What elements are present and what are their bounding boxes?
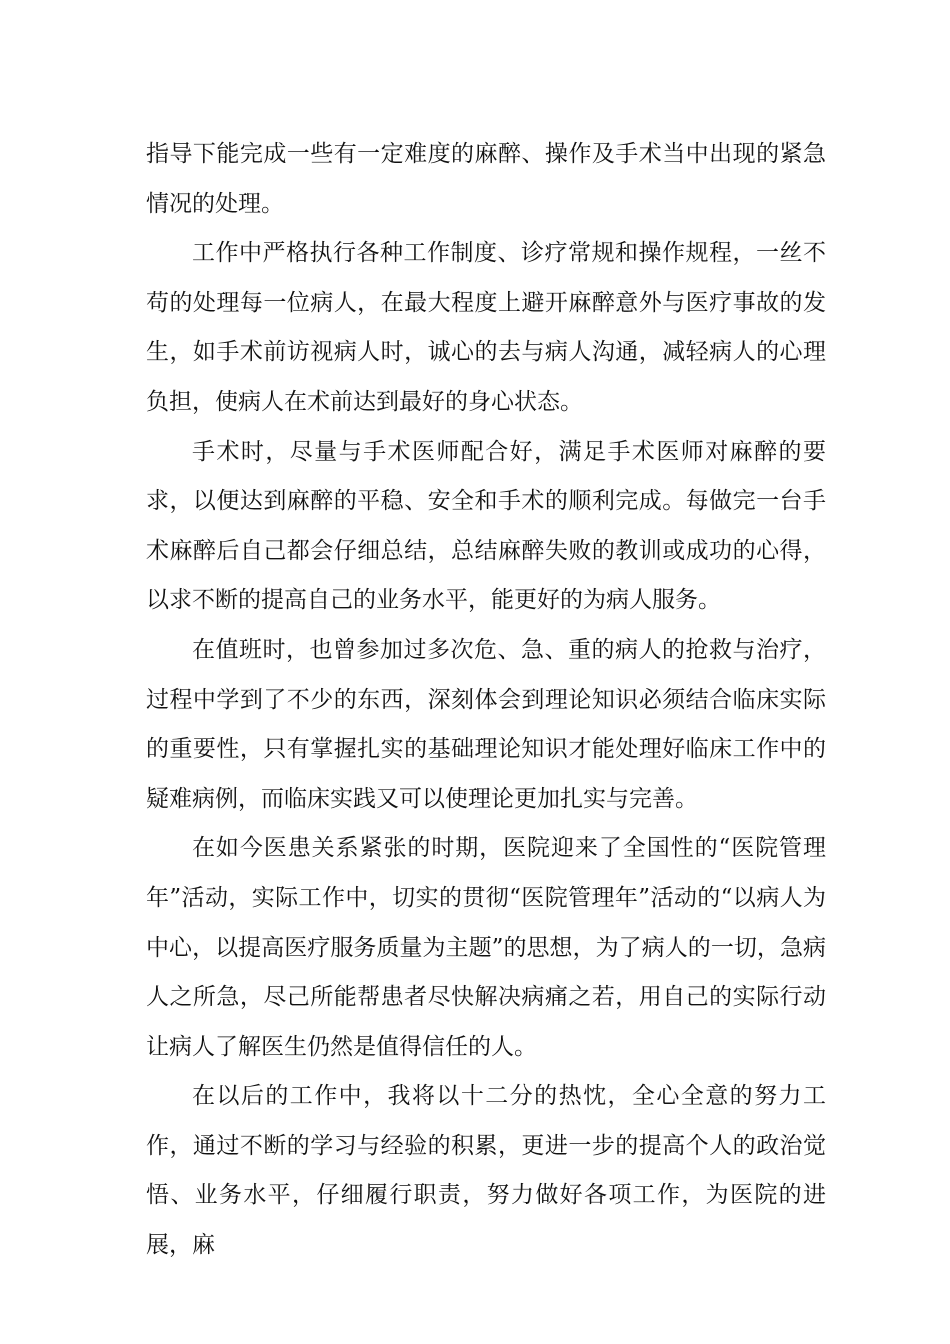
paragraph-4: 在值班时，也曾参加过多次危、急、重的病人的抢救与治疗，过程中学到了不少的东西，深刻体会到理论知识必须结合临床实际的重要性，只有掌握扎实的基础理论知识才能处理好临床工作中的疑难病例，而临床实践又可以使理论更加扎实与完善。 — [146, 636, 826, 812]
document-body — [146, 130, 826, 1271]
paragraph-6: 在以后的工作中，我将以十二分的热忱，全心全意的努力工作，通过不断的学习与经验的积累，更进一步的提高个人的政治觉悟、业务水平，仔细履行职责，努力做好各项工作，为医院的进展，麻 — [146, 1083, 826, 1259]
paragraph-2: 工作中严格执行各种工作制度、诊疗常规和操作规程，一丝不苟的处理每一位病人，在最大程度上避开麻醉意外与医疗事故的发生，如手术前访视病人时，诚心的去与病人沟通，减轻病人的心理负担，使病人在术前达到最好的身心状态。 — [146, 240, 826, 415]
paragraph-1: 指导下能完成一些有一定难度的麻醉、操作及手术当中出现的紧急情况的处理。 — [146, 141, 826, 217]
paragraph-5: 在如今医患关系紧张的时期，医院迎来了全国性的“医院管理年”活动，实际工作中，切实的贯彻“医院管理年”活动的“以病人为中心，以提高医疗服务质量为主题”的思想，为了病人的一切，急病人之所急，尽己所能帮患者尽快解决病痛之若，用自己的实际行动让病人了解医生仍然是值得信任的人。 — [146, 835, 826, 1060]
paragraph-3: 手术时，尽量与手术医师配合好，满足手术医师对麻醉的要求，以便达到麻醉的平稳、安全和手术的顺利完成。每做完一台手术麻醉后自己都会仔细总结，总结麻醉失败的教训或成功的心得，以求不断的提高自己的业务水平，能更好的为病人服务。 — [146, 438, 826, 614]
